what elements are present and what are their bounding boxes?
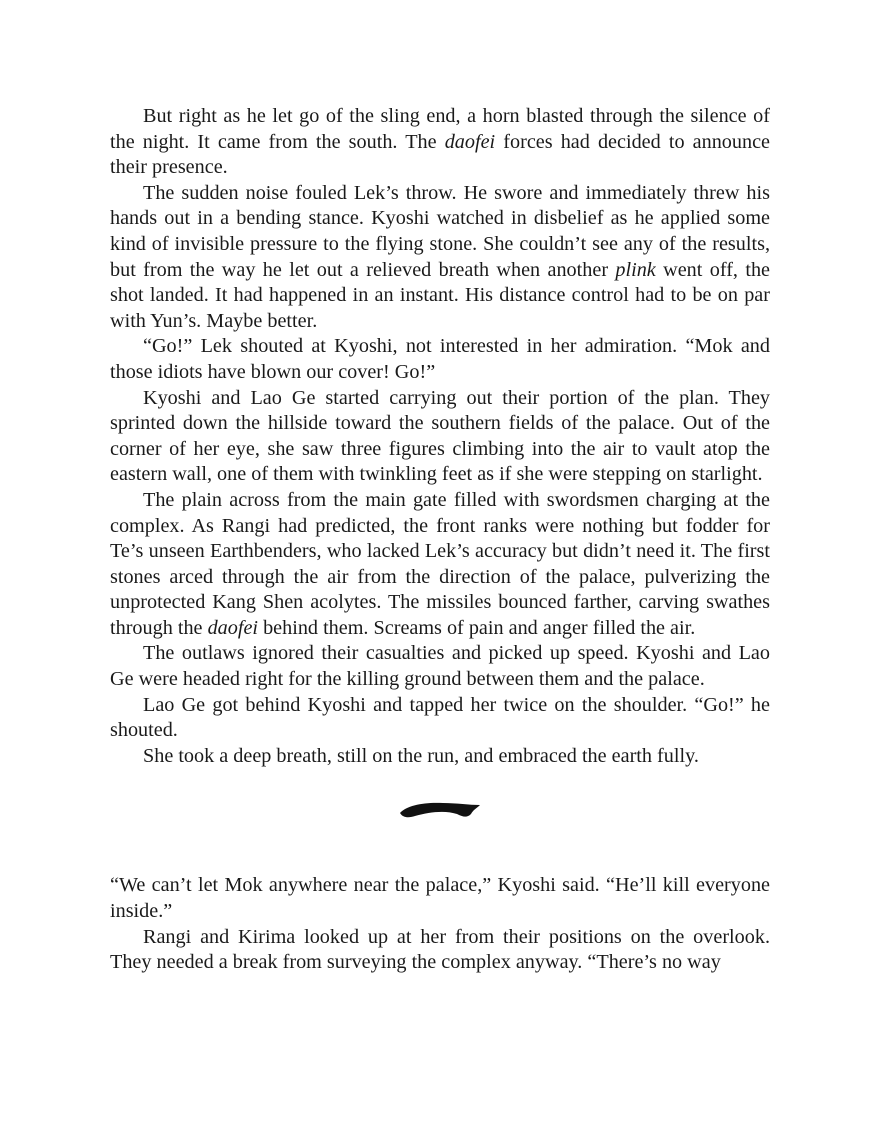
- italic-term: plink: [615, 258, 656, 281]
- paragraph: But right as he let go of the sling end, a horn blasted through the silence of the night. It came from the south. The daofei forces had decided to announce their presence.: [110, 105, 770, 179]
- book-page: [110, 104, 770, 976]
- section-break: [110, 769, 770, 873]
- paragraph: “Go!” Lek shouted at Kyoshi, not interested in her admiration. “Mok and those idiots have blown our cover! Go!”: [110, 335, 770, 383]
- section-one: [110, 104, 770, 769]
- paragraph: “We can’t let Mok anywhere near the palace,” Kyoshi said. “He’ll kill everyone inside.”: [110, 874, 770, 923]
- paragraph: The plain across from the main gate filled with swordsmen charging at the complex. As Rangi had predicted, the front ranks were nothing but fodder for Te’s unseen Earthbenders, who lacked Lek’s accuracy but didn’t need it. The first stones arced through the air from the direction of the palace, pulverizing the unprotected Kang Shen acolytes. The missiles bounced farther, carving swathes through the daofei behind them. Screams of pain and anger filled the air.: [110, 488, 770, 639]
- paragraph: The sudden noise fouled Lek’s throw. He swore and immediately threw his hands out in a bending stance. Kyoshi watched in disbelief as he applied some kind of invisible pressure to the flying stone. She couldn’t see any of the results, but from the way he let out a relieved breath when another plink went off, the shot landed. It had happened in an instant. His distance control had to be on par with Yun’s. Maybe better.: [110, 181, 771, 332]
- italic-term: daofei: [444, 130, 496, 153]
- paragraph: Kyoshi and Lao Ge started carrying out their portion of the plan. They sprinted down the hillside toward the southern fields of the palace. Out of the corner of her eye, she saw three figures climbing into the air to vault atop the eastern wall, one of them with twinkling feet as if she were stepping on starlight.: [110, 386, 770, 486]
- italic-term: daofei: [207, 616, 259, 639]
- section-two: [110, 873, 770, 975]
- brush-stroke-icon: [397, 797, 483, 823]
- paragraph: She took a deep breath, still on the run, and embraced the earth fully.: [143, 744, 699, 767]
- paragraph: Lao Ge got behind Kyoshi and tapped her twice on the shoulder. “Go!” he shouted.: [110, 693, 770, 742]
- paragraph: Rangi and Kirima looked up at her from their positions on the overlook. They needed a break from surveying the complex anyway. “There’s no way: [110, 925, 770, 974]
- paragraph: The outlaws ignored their casualties and picked up speed. Kyoshi and Lao Ge were headed right for the killing ground between them and the palace.: [110, 642, 770, 691]
